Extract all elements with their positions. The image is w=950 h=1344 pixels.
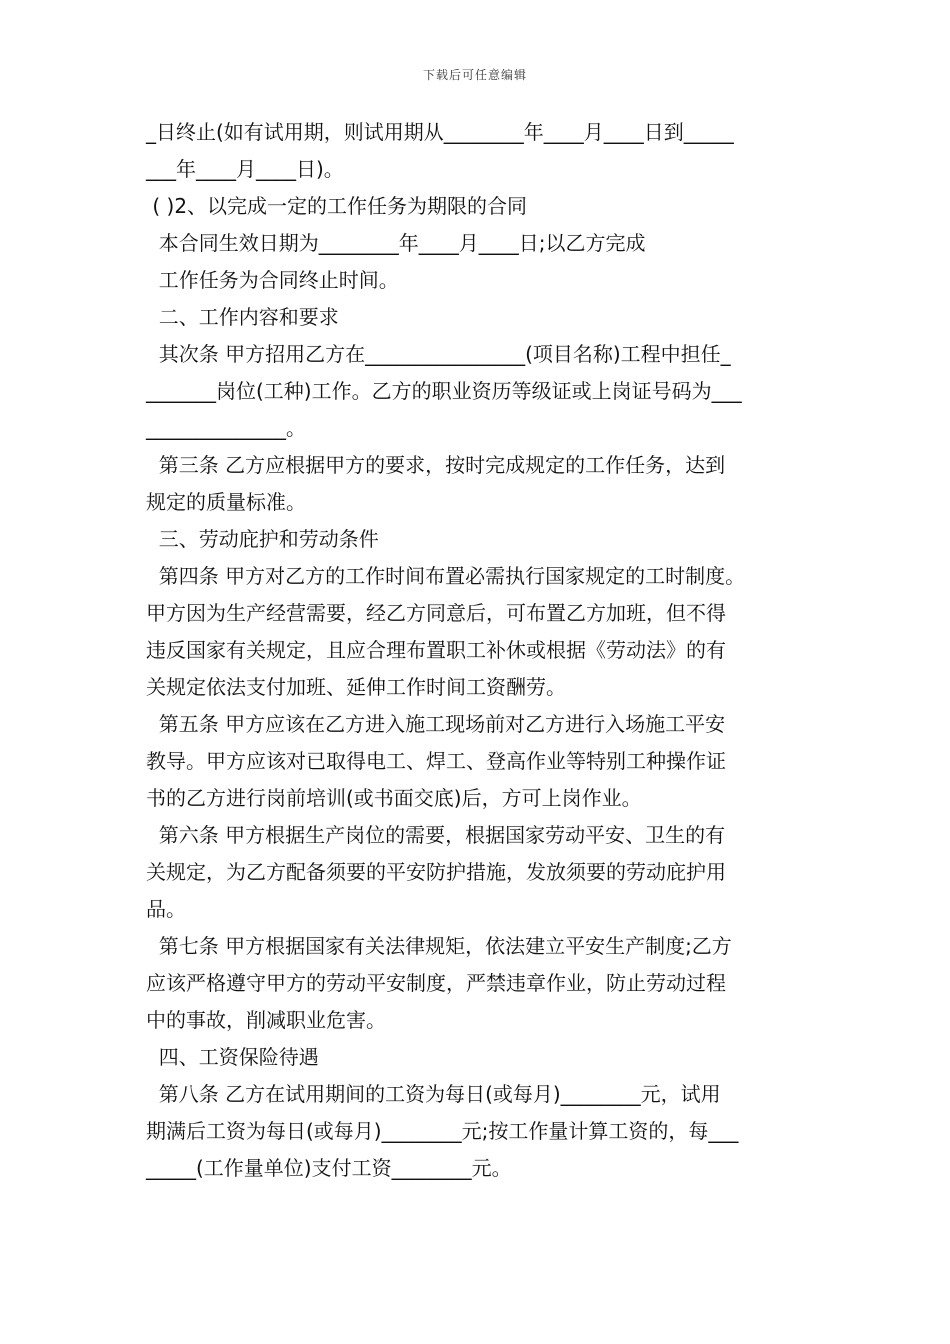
text-line: _日终止(如有试用期，则试用期从________年____月____日到_____ xyxy=(146,120,734,144)
text-line: 第六条 甲方根据生产岗位的需要，根据国家劳动平安、卫生的有 xyxy=(146,823,726,847)
text-line: 第四条 甲方对乙方的工作时间布置必需执行国家规定的工时制度。 xyxy=(146,564,746,588)
text-line: _____(工作量单位)支付工资________元。 xyxy=(146,1156,512,1180)
text-line: 书的乙方进行岗前培训(或书面交底)后，方可上岗作业。 xyxy=(146,786,642,810)
text-line: 第三条 乙方应根据甲方的要求，按时完成规定的工作任务，达到 xyxy=(146,453,726,477)
text-line: 期满后工资为每日(或每月)________元;按工作量计算工资的，每___ xyxy=(146,1119,739,1143)
text-line: 第五条 甲方应该在乙方进入施工现场前对乙方进行入场施工平安 xyxy=(146,712,726,736)
text-line: ______________。 xyxy=(146,416,306,440)
text-line: 关规定依法支付加班、延伸工作时间工资酬劳。 xyxy=(146,675,566,699)
section-heading: 三、劳动庇护和劳动条件 xyxy=(146,527,379,551)
text-line: ___年____月____日)。 xyxy=(146,157,344,181)
text-line: 本合同生效日期为________年____月____日;以乙方完成 xyxy=(146,231,646,255)
text-line: 甲方因为生产经营需要，经乙方同意后，可布置乙方加班，但不得 xyxy=(146,601,726,625)
text-line: 违反国家有关规定，且应合理布置职工补休或根据《劳动法》的有 xyxy=(146,638,726,662)
section-heading: 二、工作内容和要求 xyxy=(146,305,339,329)
text-line: 其次条 甲方招用乙方在________________(项目名称)工程中担任_ xyxy=(146,342,731,366)
text-line: 中的事故，削减职业危害。 xyxy=(146,1008,386,1032)
text-line: 品。 xyxy=(146,897,186,921)
text-line: _______岗位(工种)工作。乙方的职业资历等级证或上岗证号码为___ xyxy=(146,379,742,403)
text-line: 第七条 甲方根据国家有关法律规矩，依法建立平安生产制度;乙方 xyxy=(146,934,732,958)
text-line: ( )2、以完成一定的工作任务为期限的合同 xyxy=(146,194,528,218)
page-header-note: 下载后可任意编辑 xyxy=(422,68,527,82)
text-line: 规定的质量标准。 xyxy=(146,490,306,514)
text-line: 工作任务为合同终止时间。 xyxy=(146,268,399,292)
section-heading: 四、工资保险待遇 xyxy=(146,1045,319,1069)
text-line: 应该严格遵守甲方的劳动平安制度，严禁违章作业，防止劳动过程 xyxy=(146,971,726,995)
text-line: 关规定，为乙方配备须要的平安防护措施，发放须要的劳动庇护用 xyxy=(146,860,726,884)
document-body xyxy=(146,114,826,1187)
text-line: 教导。甲方应该对已取得电工、焊工、登高作业等特别工种操作证 xyxy=(146,749,726,773)
text-line: 第八条 乙方在试用期间的工资为每日(或每月)________元，试用 xyxy=(146,1082,721,1106)
